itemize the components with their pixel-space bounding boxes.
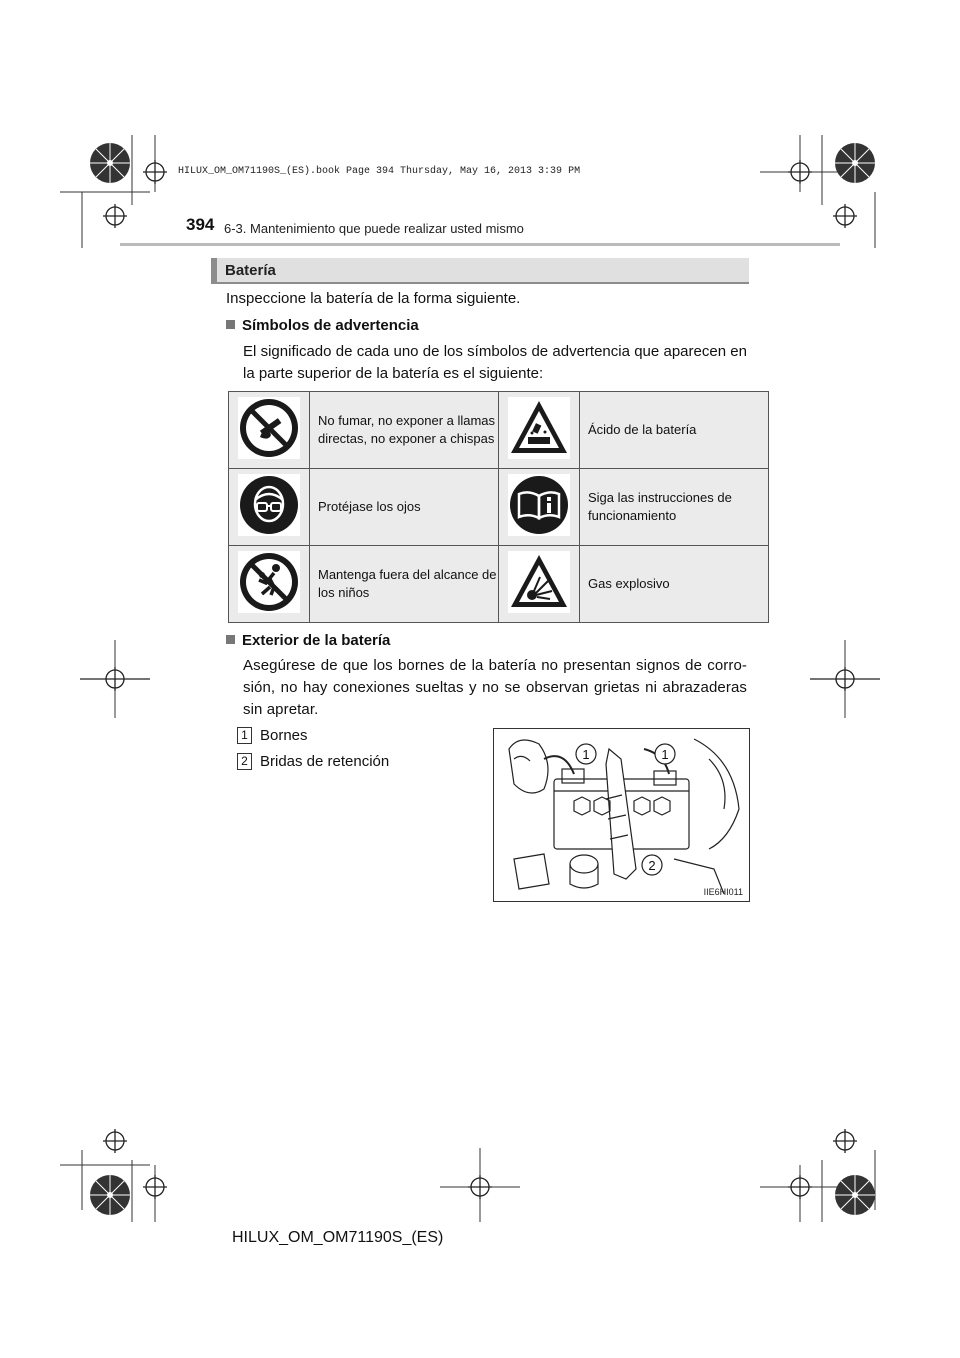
page-number: 394 bbox=[186, 215, 215, 234]
battery-figure bbox=[493, 728, 750, 902]
battery-acid-icon bbox=[508, 397, 570, 459]
warning-symbols-table bbox=[228, 391, 769, 623]
running-header: 6-3. Mantenimiento que puede realizar usted mismo bbox=[224, 221, 524, 236]
symbol-icon-cell bbox=[229, 392, 310, 469]
square-bullet-icon bbox=[226, 320, 235, 329]
header-rule bbox=[120, 243, 840, 246]
exterior-heading bbox=[226, 630, 390, 652]
symbol-label: Gas explosivo bbox=[580, 546, 769, 623]
keep-away-children-icon bbox=[238, 551, 300, 613]
callout-label: 2 bbox=[648, 858, 656, 873]
symbol-label: No fumar, no exponer a llamas directas, no exponer a chispas bbox=[310, 392, 499, 469]
symbol-label: Protéjase los ojos bbox=[310, 469, 499, 546]
exterior-heading-text: Exterior de la batería bbox=[242, 632, 391, 649]
legend-number: 2 bbox=[237, 753, 252, 770]
callout-label: 1 bbox=[582, 747, 590, 762]
symbol-icon-cell bbox=[229, 469, 310, 546]
intro-text: Inspeccione la batería de la forma siguiente. bbox=[226, 290, 521, 307]
symbol-icon-cell bbox=[499, 392, 580, 469]
no-smoking-flame-icon bbox=[238, 397, 300, 459]
section-title: Batería bbox=[225, 262, 276, 279]
symbol-icon-cell bbox=[229, 546, 310, 623]
square-bullet-icon bbox=[226, 635, 235, 644]
figure-code: IIE6HI011 bbox=[703, 887, 743, 897]
legend-number: 1 bbox=[237, 727, 252, 744]
table-row bbox=[229, 546, 769, 623]
legend-label: Bornes bbox=[260, 727, 308, 744]
read-manual-icon bbox=[508, 474, 570, 536]
warning-symbols-heading-text: Símbolos de advertencia bbox=[242, 317, 419, 334]
book-stamp: HILUX_OM_OM71190S_(ES).book Page 394 Thursday, May 16, 2013 3:39 PM bbox=[178, 166, 581, 177]
symbol-label: Siga las instrucciones de funcionamiento bbox=[580, 469, 769, 546]
footer-code: HILUX_OM_OM71190S_(ES) bbox=[232, 1229, 444, 1246]
table-row bbox=[229, 469, 769, 546]
section-accent bbox=[211, 258, 217, 282]
symbol-label: Ácido de la batería bbox=[580, 392, 769, 469]
section-title-bar bbox=[211, 258, 749, 284]
warning-symbols-heading bbox=[226, 315, 419, 337]
symbol-icon-cell bbox=[499, 546, 580, 623]
warning-symbols-description: El significado de cada uno de los símbolos de advertencia que aparecen en la parte superior de la batería es el siguiente: bbox=[243, 343, 747, 382]
legend-item bbox=[237, 725, 308, 747]
legend-item bbox=[237, 751, 389, 773]
exterior-description: Asegúrese de que los bornes de la batería no presentan signos de corro-sión, no hay conexiones sueltas y no se observan grietas ni abrazaderas sin apretar. bbox=[243, 657, 747, 718]
symbol-icon-cell bbox=[499, 469, 580, 546]
eye-protection-icon bbox=[238, 474, 300, 536]
battery-illustration bbox=[494, 729, 749, 901]
symbol-label: Mantenga fuera del alcance de los niños bbox=[310, 546, 499, 623]
explosive-gas-icon bbox=[508, 551, 570, 613]
callout-label: 1 bbox=[661, 747, 669, 762]
legend-label: Bridas de retención bbox=[260, 753, 390, 770]
table-row bbox=[229, 392, 769, 469]
